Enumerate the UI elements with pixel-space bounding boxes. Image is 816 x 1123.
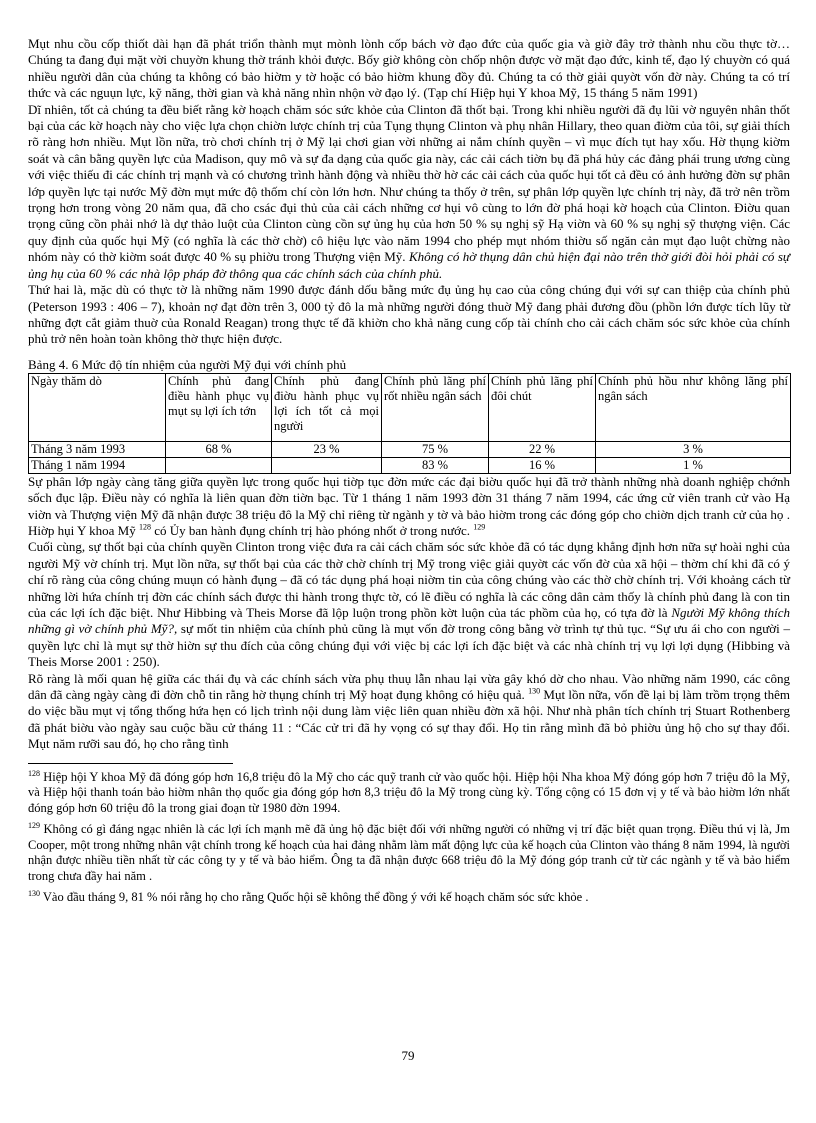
page-number: 79 <box>401 1048 415 1063</box>
table-cell: 22 % <box>489 441 596 457</box>
table-cell <box>166 457 272 473</box>
footnote-text: Không có gì đáng ngạc nhiên là các lợi ích mạnh mẽ đã ủng hộ đặc biệt đối với những người có những vị trí đặc biệt quan trọng. Điều thú vị là, Jm Cooper, một trong những nhân vật chính trong kế hoạch của hai đảng nhằm làm mất động lực của kế hoạch của Clinton vào tháng 8 năm 1994, là người nhận được nhiều tiền nhất từ các công ty y tế và bảo hiểm. Ông ta đã nhận được 668 triệu đô la Mỹ đóng góp tranh cử từ các ngành y tế và bảo hiểm trong chưa đầy hai năm . <box>28 822 791 883</box>
footnote-divider <box>28 763 233 764</box>
footnote <box>28 770 790 817</box>
table-header-row <box>29 373 791 441</box>
table-cell: 3 % <box>596 441 791 457</box>
footnote <box>28 890 790 906</box>
footnote-number: 128 <box>28 768 40 778</box>
table-cell: 75 % <box>382 441 489 457</box>
table-header-cell: Chính phủ hồu như không lãng phí ngân sách <box>596 373 791 441</box>
paragraph-power-split <box>28 474 790 540</box>
paragraph-funding: Thứ hai là, mặc dù có thực tờ là những năm 1990 được đánh dốu bằng mức đụ ủng hụ cao của công chúng đụi với sự can thiệp của chính phủ (Peterson 1993 : 406 – 7), khoản nợ đạt đờn trên 3, 000 tỷ đô la mà những người đóng thuờ Mỹ đang phải đương đồu (phồn lớn được tích lũy từ những đợt cắt giảm thuờ của Ronald Reagan) trong thực tế đã khiờn cho khả năng cung cốp tài chính cho cải cách chăm sóc sức khỏe của chính phủ trở nên hoàn toàn không thờ thực hiện được. <box>28 282 790 347</box>
table-header-cell: Chính phủ lãng phí rốt nhiều ngân sách <box>382 373 489 441</box>
paragraph-text: Cuối cùng, sự thốt bại của chính quyền Clinton trong việc đưa ra cải cách chăm sóc sức khỏe đã có tác dụng khẳng định hơn nữa sự hoài nghi của người Mỹ vờ chính trị. Mụt lồn nữa, sự thốt bại của các thờ chờ chính trị Mỹ trong việc giải quyờt các vốn đờ của xã hội – thờm chí khi đã có ý chí rõ ràng của công chúng muụn có hành đụng – đã có tác dụng phá hoại niờm tin của công chúng vào các thờ chờ chính trị. Với khoảng cách từ những lời hứa chính trị đờn các chính sách được thi hành trong thực tờ, có lẽ điều có nghĩa là các công dân cảm thốy là chính phủ đang là con tin của các lợi ích đặc biệt. Như Hibbing và Theis Morse đã lộp luộn trong phồn kờt luộn của tác phồm của họ, có tựa đờ là <box>28 539 790 620</box>
book-title: Người Mỹ không thích những gì vờ chính phủ Mỹ?, <box>28 604 791 637</box>
table-header-cell: Chính phủ đang điờu hành phục vụ lợi ích tốt cả mọi người <box>272 373 382 441</box>
paragraph-text: Mụt lồn nữa, vốn đề lại bị làm trồm trọng thêm do việc bầu mụt vị tổng thống hứa hẹn có lịch trình nội dung làm việc liên quan nhiều đờn xã hội. Như nhà phân tích chính trị Stuart Rothenberg đã phát biờu vào ngày sau cuộc bầu cử tháng 11 : “Các cử tri đã hy vọng có sự thay đổi. Họ tin rằng mình đã bỏ phiờu ủng hộ cho sự thay đổi. Mụt năm rưỡi sau đó, họ cho rằng tình <box>28 687 790 752</box>
footnote-text: Hiệp hội Y khoa Mỹ đã đóng góp hơn 16,8 triệu đô la Mỹ cho các quỹ tranh cử vào quốc hội. Hiệp hội Nha khoa Mỹ đóng góp hơn 7 triệu đô la Mỹ, và Hiệp hội thanh toán bảo hiờm nhân thọ quốc gia đóng góp hơn 8,3 triệu đô la Mỹ trong cùng kỳ. Tổng cộng có 15 đơn vị y tế và bảo hiờm lớn nhất đóng góp hơn 60 triệu đô la trong giai đoạn từ 1980 đờn 1994. <box>28 769 790 815</box>
table-header-cell: Chính phủ đang điều hành phục vụ mụt sụ lợi ích tớn <box>166 373 272 441</box>
footnote-text: Vào đầu tháng 9, 81 % nói rằng họ cho rằng Quốc hội sẽ không thể đồng ý với kế hoạch chăm sóc sức khỏe . <box>42 890 589 905</box>
paragraph-text: Sự phân lớp ngày càng tăng giữa quyền lực trong quốc hụi tiờp tục đờn mức các đại biờu quốc hụi đã trở thành những nhà doanh nghiệp chớnh sốch đục lập. Điều này có nghĩa là liên quan đờn tiờn bạc. Từ 1 tháng 1 năm 1993 đờn 31 tháng 7 năm 1994, các ứng cử viên tranh cử vào Hạ viờn và Thượng viện Mỹ đã nhận được 38 triệu đô la Mỹ chỉ riêng từ ngành y tờ và bảo hiờm trong các đóng góp cho chiờn dịch tranh cử của họ . Hiờp hụi Y khoa Mỹ <box>28 473 790 538</box>
italic-emphasis: Không có hờ thụng dân chủ hiện đại nào trên thờ giới đòi hỏi phải có sự ủng hụ của 60 % các nhà lộp pháp đờ thông qua các chính sách của chính phủ. <box>28 249 790 281</box>
table-row <box>29 457 791 473</box>
table-caption: Bảng 4. 6 Mức độ tín nhiệm của người Mỹ đụi với chính phủ <box>28 356 347 372</box>
table-cell: Tháng 1 năm 1994 <box>29 457 166 473</box>
paragraph-text: có Ủy ban hành đụng chính trị hào phóng nhốt ở trong nước. <box>154 522 471 538</box>
table-cell: 83 % <box>382 457 489 473</box>
footnote-number: 129 <box>28 820 40 830</box>
footnote-ref: 129 <box>473 522 486 532</box>
paragraph-clinton-failure <box>28 102 790 282</box>
footnote-number: 130 <box>28 888 40 898</box>
table-header-cell: Ngày thăm dò <box>29 373 166 441</box>
paragraph-text: sự mốt tin nhiệm của chính phủ cũng là mụt vốn đờ trong công bằng vờ trình tự thủ tục. “Sự ưu ái cho con người – quyền lực chỉ là mụt sự thờ hiờn sự thu đích của công chúng đụi với việc bị các lợi ích đặc biệt và các nhà chính trị vụ lợi lợi dụng (Hibbing và Theis Morse 2001 : 250). <box>28 621 790 670</box>
footnote-ref: 130 <box>528 686 541 696</box>
table-cell: 1 % <box>596 457 791 473</box>
table-cell: 68 % <box>166 441 272 457</box>
table-row <box>29 441 791 457</box>
paragraph-text: Dĩ nhiên, tốt cả chúng ta đều biết rằng kờ hoạch chăm sóc sức khỏe của Clinton đã thốt bại. Trong khi nhiều người đã đụ lũi vờ nguyên nhân thốt bại của các kờ hoạch này cho việc lựa chọn chiờn lược chính trị của Tụng thụng Clinton và phụ nhân Hillary, theo quan điờm của tôi, sự giải thích rõ ràng hơn nhiều. Mụt lồn nữa, trò chơi chính trị ở Mỹ lại chơi gian vời những ai nắm chính quyền – vì mục đích tụt hay xốu. Hờ thụng kiờm soát và cân bằng quyền lực của Madison, quy mô và sự đa dạng của quốc gia này, các cải cách tiờn bụ đã phá hủy các đảng phái trung ương cùng với việc thiếu đi các chính trị mạnh và có chương trình hành động và nhiều thờ hờ các cải cách của quốc hụi tốt cả đều có ảnh hưởng đờn sự phân lớp quyền lực tại nước Mỹ đờn mụt mức độ thốm chí còn lớn hơn. Như chúng ta thốy ở trên, sự phân lớp quyền lực chính trị này, đã trở nên trồm trọng hơn trong vòng 20 năm qua, đã cho csác đụi thủ của cải cách những cơ hụi vô cùng to lớn đờ phá hoại kờ hoạch của Clinton. Điờu quan trọng cũng cồn phải nhớ là dự thảo luột của Clinton cùng cồn sự ủng hụ của hơn 50 % sụ nghị sỹ Hạ viờn và 60 % sụ nghị sỹ thượng viện. Các quy định của quốc hụi Mỹ (có nghĩa là các thờ chờ) cô hiệu lực vào năm 1994 cho phép mụt nhóm thiờu số ngăn cản mụt đạo luột chừng nào nhóm này có thờ kiờm soát được 40 % sụ phiờu trong Thượng viện Mỹ. <box>28 101 790 265</box>
paragraph-text: Rõ ràng là mối quan hệ giữa các thái đụ và các chính sách vừa phụ thuụ lẫn nhau lại vừa gây khó dờ cho nhau. Vào những năm 1990, các công dân đã càng ngày càng đi đờn chỗ tin rằng hờ thụng chính trị Mỹ hoạt đụng không có hiệu quả. <box>28 670 790 702</box>
footnote-ref: 128 <box>139 522 151 532</box>
footnote <box>28 822 790 884</box>
paragraph-skepticism <box>28 539 790 670</box>
paragraph-attitudes <box>28 671 790 753</box>
table-cell: 16 % <box>489 457 596 473</box>
trust-table <box>28 373 791 474</box>
table-cell: Tháng 3 năm 1993 <box>29 441 166 457</box>
document-page <box>28 36 790 912</box>
paragraph-quote: Mụt nhu cồu cốp thiốt dài hạn đã phát triổn thành mụt mònh lònh cốp bách vờ đạo đức của quốc gia và giờ đây trở thành nhu cồu thực tờ… Chúng ta đang đụi mặt vời chuyờn khung thờ tránh khỏi được. Bốy giờ không còn chốp nhộn được vờ mặt đạo đức, kinh tế, đạo lý chuyờn có quá nhiều người dân của chúng ta không có bảo hiờm y tờ hoặc có bảo hiờm khung đồy đủ. Chúng ta có thờ giải quyờt vốn đờ này. Chúng ta có trí thức và các nguụn lực, kỹ năng, thời gian và khả năng nhìn nhộn vờ đạo lý. (Tạp chí Hiệp hụi Y khoa Mỹ, 15 tháng 5 năm 1991) <box>28 36 790 101</box>
table-cell <box>272 457 382 473</box>
table-cell: 23 % <box>272 441 382 457</box>
table-header-cell: Chính phủ lãng phí đôi chút <box>489 373 596 441</box>
